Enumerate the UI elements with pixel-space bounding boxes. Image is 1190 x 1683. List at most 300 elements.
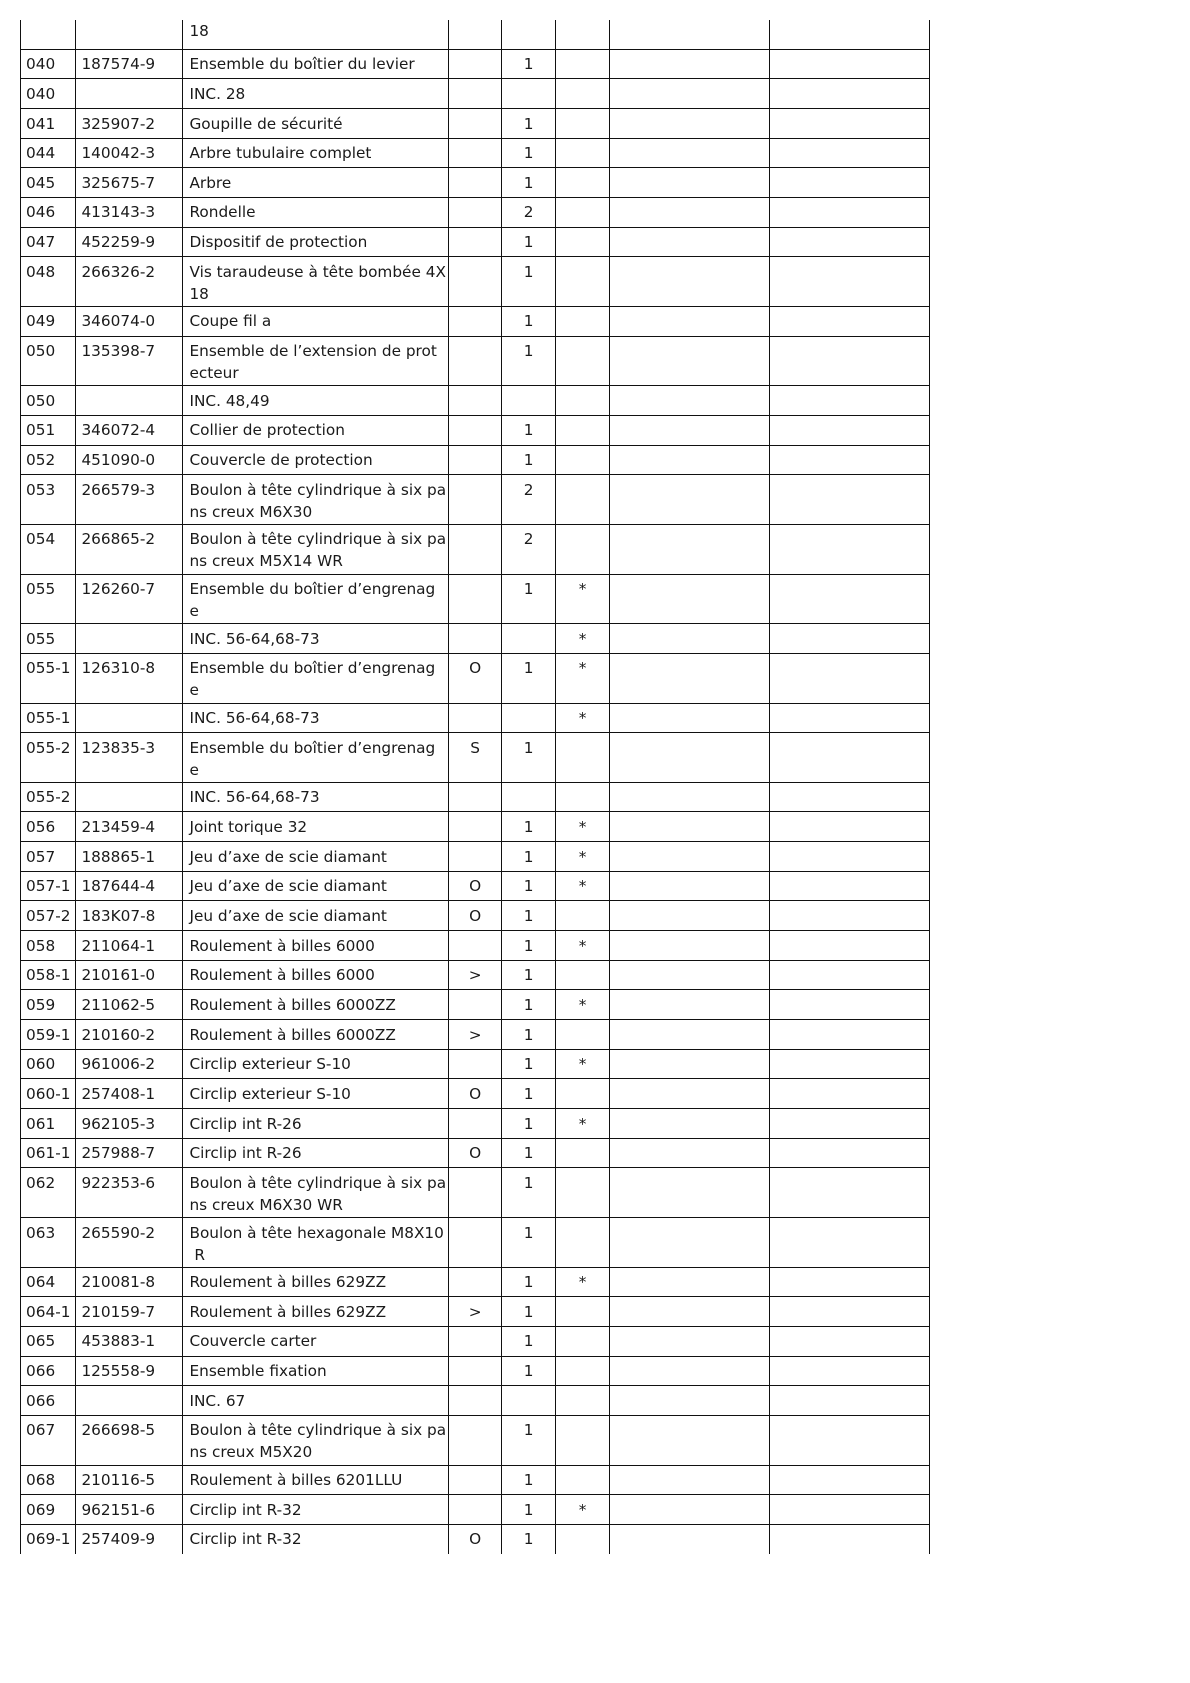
description-line: Vis taraudeuse à tête bombée 4X [189,262,446,281]
part-number: 346074-0 [81,312,156,331]
mark-cell [449,574,502,624]
item-number-cell [21,1168,76,1218]
flag-cell [556,842,610,872]
quantity: 1 [523,659,534,678]
blank-cell [770,197,930,227]
item-number: 064 [26,1273,56,1292]
part-number-cell [76,901,183,931]
description-line: Couvercle carter [189,1332,317,1351]
item-number: 059 [26,995,56,1014]
description-cell [183,168,449,198]
quantity-cell [502,901,556,931]
part-number: 266579-3 [81,480,156,499]
item-number: 055-1 [26,659,71,678]
table-row [21,931,930,961]
item-number: 050 [26,391,56,410]
part-number: 187574-9 [81,55,156,74]
description-line: Boulon à tête hexagonale M8X10 [189,1223,444,1242]
description-cell [183,1218,449,1268]
quantity: 1 [523,906,534,925]
quantity-cell [502,703,556,733]
blank-cell [610,386,770,416]
blank-cell [610,812,770,842]
quantity-cell [502,475,556,525]
part-number: 213459-4 [81,817,156,836]
item-number-cell [21,197,76,227]
blank-cell [610,415,770,445]
part-number-cell [76,445,183,475]
description-line: Circlip exterieur S-10 [189,1084,351,1103]
mark-symbol: O [469,906,482,925]
quantity-cell [502,109,556,139]
blank-cell [610,624,770,654]
flag-cell [556,386,610,416]
item-number-cell [21,1138,76,1168]
quantity: 1 [523,451,534,470]
part-number-cell [76,336,183,386]
item-number: 047 [26,233,56,252]
blank-cell [610,138,770,168]
part-number-cell [76,1356,183,1386]
item-number: 062 [26,1173,56,1192]
quantity-cell [502,1109,556,1139]
blank-cell [770,1356,930,1386]
table-row [21,1020,930,1050]
flag-asterisk: * [578,1114,587,1133]
flag-cell [556,653,610,703]
blank-cell [770,812,930,842]
item-number-cell [21,1495,76,1525]
quantity-cell [502,1415,556,1465]
blank-cell [770,475,930,525]
item-number-cell [21,227,76,257]
mark-cell [449,871,502,901]
quantity-cell [502,20,556,49]
item-number: 064-1 [26,1302,71,1321]
description-line: Rondelle [189,203,256,222]
blank-cell [610,901,770,931]
blank-cell [770,1138,930,1168]
item-number: 055-2 [26,788,71,807]
description-line: e [189,681,199,700]
part-number-cell [76,109,183,139]
flag-cell [556,901,610,931]
description-cell [183,703,449,733]
item-number: 058-1 [26,966,71,985]
description-line: Roulement à billes 629ZZ [189,1302,387,1321]
quantity-cell [502,1020,556,1050]
description-cell [183,733,449,783]
item-number-cell [21,871,76,901]
flag-cell [556,990,610,1020]
description-line: Ensemble du boîtier d’engrenag [189,580,436,599]
flag-cell [556,782,610,812]
item-number: 056 [26,817,56,836]
quantity-cell [502,445,556,475]
mark-cell [449,1138,502,1168]
description-cell [183,901,449,931]
part-number: 210081-8 [81,1273,156,1292]
item-number-cell [21,168,76,198]
quantity: 1 [523,1500,534,1519]
item-number-cell [21,842,76,872]
quantity-cell [502,1495,556,1525]
blank-cell [610,960,770,990]
quantity-cell [502,990,556,1020]
part-number-cell [76,782,183,812]
description-cell [183,653,449,703]
item-number-cell [21,1049,76,1079]
blank-cell [610,733,770,783]
table-row [21,1326,930,1356]
item-number-cell [21,20,76,49]
quantity-cell [502,1138,556,1168]
mark-cell [449,782,502,812]
description-line: Roulement à billes 629ZZ [189,1273,387,1292]
item-number-cell [21,960,76,990]
quantity: 1 [523,966,534,985]
item-number: 055 [26,580,56,599]
mark-cell [449,931,502,961]
blank-cell [610,1524,770,1553]
item-number-cell [21,306,76,336]
quantity-cell [502,306,556,336]
flag-cell [556,1524,610,1553]
blank-cell [770,109,930,139]
part-number-cell [76,1138,183,1168]
quantity: 1 [523,144,534,163]
part-number: 140042-3 [81,144,156,163]
item-number-cell [21,445,76,475]
flag-cell [556,812,610,842]
item-number: 045 [26,173,56,192]
blank-cell [610,782,770,812]
description-line: Ensemble du boîtier d’engrenag [189,738,436,757]
flag-cell [556,574,610,624]
item-number-cell [21,257,76,307]
part-number-cell [76,931,183,961]
description-line: Circlip exterieur S-10 [189,1055,351,1074]
item-number: 053 [26,480,56,499]
blank-cell [770,227,930,257]
part-number-cell [76,990,183,1020]
blank-cell [770,901,930,931]
quantity-cell [502,415,556,445]
item-number: 060-1 [26,1084,71,1103]
description-cell [183,1049,449,1079]
blank-cell [610,49,770,79]
item-number-cell [21,49,76,79]
quantity-cell [502,842,556,872]
mark-cell [449,445,502,475]
quantity: 1 [523,1332,534,1351]
mark-cell [449,990,502,1020]
flag-cell [556,1049,610,1079]
mark-symbol: O [469,1084,482,1103]
part-number: 962151-6 [81,1500,156,1519]
quantity: 1 [523,936,534,955]
description-cell [183,109,449,139]
mark-cell [449,1524,502,1553]
flag-cell [556,1297,610,1327]
quantity-cell [502,1465,556,1495]
description-line: Circlip int R-26 [189,1114,302,1133]
description-line: e [189,760,199,779]
table-row [21,1218,930,1268]
table-row [21,812,930,842]
table-row [21,1356,930,1386]
description-cell [183,574,449,624]
part-number: 211064-1 [81,936,156,955]
description-line: Jeu d’axe de scie diamant [189,877,387,896]
item-number-cell [21,1326,76,1356]
quantity: 1 [523,1084,534,1103]
flag-cell [556,1415,610,1465]
quantity: 1 [523,1273,534,1292]
part-number-cell [76,574,183,624]
description-cell [183,524,449,574]
flag-cell [556,703,610,733]
blank-cell [610,842,770,872]
blank-cell [770,1267,930,1297]
part-number: 188865-1 [81,847,156,866]
table-row [21,1415,930,1465]
quantity-cell [502,79,556,109]
blank-cell [610,1326,770,1356]
quantity-cell [502,524,556,574]
item-number-cell [21,79,76,109]
item-number: 052 [26,451,56,470]
description-cell [183,624,449,654]
blank-cell [770,415,930,445]
blank-cell [610,79,770,109]
mark-cell [449,109,502,139]
quantity-cell [502,1297,556,1327]
mark-cell [449,812,502,842]
blank-cell [610,703,770,733]
quantity-cell [502,1386,556,1416]
blank-cell [610,168,770,198]
table-row [21,168,930,198]
table-row [21,138,930,168]
quantity-cell [502,782,556,812]
blank-cell [610,109,770,139]
flag-cell [556,931,610,961]
description-cell [183,1020,449,1050]
description-cell [183,336,449,386]
flag-asterisk: * [578,817,587,836]
blank-cell [610,653,770,703]
part-number-cell [76,1267,183,1297]
description-line: INC. 48,49 [189,391,270,410]
quantity-cell [502,1356,556,1386]
flag-cell [556,624,610,654]
description-cell [183,49,449,79]
mark-cell [449,336,502,386]
description-line: ns creux M5X14 WR [189,552,343,571]
description-cell [183,1079,449,1109]
description-cell [183,1524,449,1553]
quantity: 1 [523,173,534,192]
quantity: 1 [523,114,534,133]
table-row [21,574,930,624]
part-number-cell [76,1218,183,1268]
part-number: 346072-4 [81,421,156,440]
item-number-cell [21,931,76,961]
flag-cell [556,733,610,783]
description-line: Circlip int R-32 [189,1530,302,1549]
description-cell [183,197,449,227]
flag-asterisk: * [578,1500,587,1519]
item-number: 040 [26,55,56,74]
table-row [21,733,930,783]
item-number: 044 [26,144,56,163]
blank-cell [610,1168,770,1218]
flag-cell [556,20,610,49]
quantity-cell [502,1267,556,1297]
description-line: INC. 56-64,68-73 [189,709,320,727]
part-number-cell [76,1109,183,1139]
table-row [21,1465,930,1495]
blank-cell [610,1079,770,1109]
description-line: Jeu d’axe de scie diamant [189,906,387,925]
quantity: 1 [523,312,534,331]
blank-cell [770,1109,930,1139]
mark-cell [449,960,502,990]
quantity-cell [502,1326,556,1356]
flag-asterisk: * [578,629,587,648]
blank-cell [610,227,770,257]
quantity: 1 [523,421,534,440]
item-number: 066 [26,1362,56,1381]
mark-cell [449,1049,502,1079]
part-number-cell [76,227,183,257]
table-row [21,524,930,574]
description-line: Joint torique 32 [189,817,308,836]
flag-asterisk: * [578,877,587,896]
item-number: 040 [26,84,56,103]
mark-symbol: O [469,1530,482,1549]
part-number: 922353-6 [81,1173,156,1192]
part-number-cell [76,733,183,783]
item-number: 057-2 [26,906,71,925]
flag-cell [556,109,610,139]
quantity: 1 [523,1025,534,1044]
blank-cell [770,703,930,733]
mark-cell [449,901,502,931]
blank-cell [770,79,930,109]
description-line: ns creux M5X20 [189,1443,313,1462]
blank-cell [770,1524,930,1553]
quantity: 1 [523,1530,534,1549]
item-number-cell [21,1267,76,1297]
description-cell [183,1356,449,1386]
flag-cell [556,1495,610,1525]
mark-cell [449,1109,502,1139]
quantity: 1 [523,1144,534,1163]
table-row [21,20,930,49]
item-number: 050 [26,342,56,361]
flag-cell [556,1218,610,1268]
flag-asterisk: * [578,936,587,955]
part-number-cell [76,49,183,79]
description-line: Coupe fil a [189,312,272,331]
blank-cell [770,257,930,307]
mark-symbol: > [468,1025,482,1044]
part-number: 135398-7 [81,342,156,361]
description-line: Ensemble fixation [189,1362,327,1381]
quantity-cell [502,960,556,990]
flag-cell [556,415,610,445]
blank-cell [610,197,770,227]
table-row [21,901,930,931]
part-number: 257408-1 [81,1084,156,1103]
description-line: INC. 67 [189,1391,246,1410]
blank-cell [770,168,930,198]
item-number: 068 [26,1471,56,1490]
quantity: 1 [523,738,534,757]
description-line: Boulon à tête cylindrique à six pa [189,480,447,499]
part-number: 126260-7 [81,580,156,599]
blank-cell [610,574,770,624]
part-number: 413143-3 [81,203,156,222]
blank-cell [770,1386,930,1416]
blank-cell [770,931,930,961]
flag-asterisk: * [578,1273,587,1292]
description-line: Roulement à billes 6000 [189,966,375,985]
item-number: 063 [26,1223,56,1242]
quantity-cell [502,138,556,168]
description-cell [183,138,449,168]
blank-cell [770,1297,930,1327]
blank-cell [770,386,930,416]
quantity-cell [502,1524,556,1553]
description-line: 18 [189,284,209,303]
description-line: ns creux M6X30 [189,502,313,521]
mark-cell [449,386,502,416]
item-number-cell [21,1297,76,1327]
part-number-cell [76,1168,183,1218]
quantity-cell [502,1079,556,1109]
item-number-cell [21,1020,76,1050]
parts-list-table [20,20,930,1554]
part-number-cell [76,1465,183,1495]
description-line: ns creux M6X30 WR [189,1195,343,1214]
item-number: 051 [26,421,56,440]
blank-cell [610,1297,770,1327]
part-number: 210160-2 [81,1025,156,1044]
quantity: 2 [523,203,534,222]
part-number: 452259-9 [81,233,156,252]
part-number-cell [76,624,183,654]
description-cell [183,1138,449,1168]
quantity-cell [502,931,556,961]
description-cell [183,1109,449,1139]
part-number-cell [76,20,183,49]
table-row [21,960,930,990]
part-number-cell [76,1326,183,1356]
table-row [21,49,930,79]
flag-asterisk: * [578,580,587,599]
blank-cell [610,257,770,307]
flag-cell [556,1168,610,1218]
blank-cell [770,960,930,990]
quantity: 1 [523,55,534,74]
quantity: 1 [523,1223,534,1242]
item-number-cell [21,990,76,1020]
item-number-cell [21,574,76,624]
description-line: Boulon à tête cylindrique à six pa [189,1421,447,1440]
